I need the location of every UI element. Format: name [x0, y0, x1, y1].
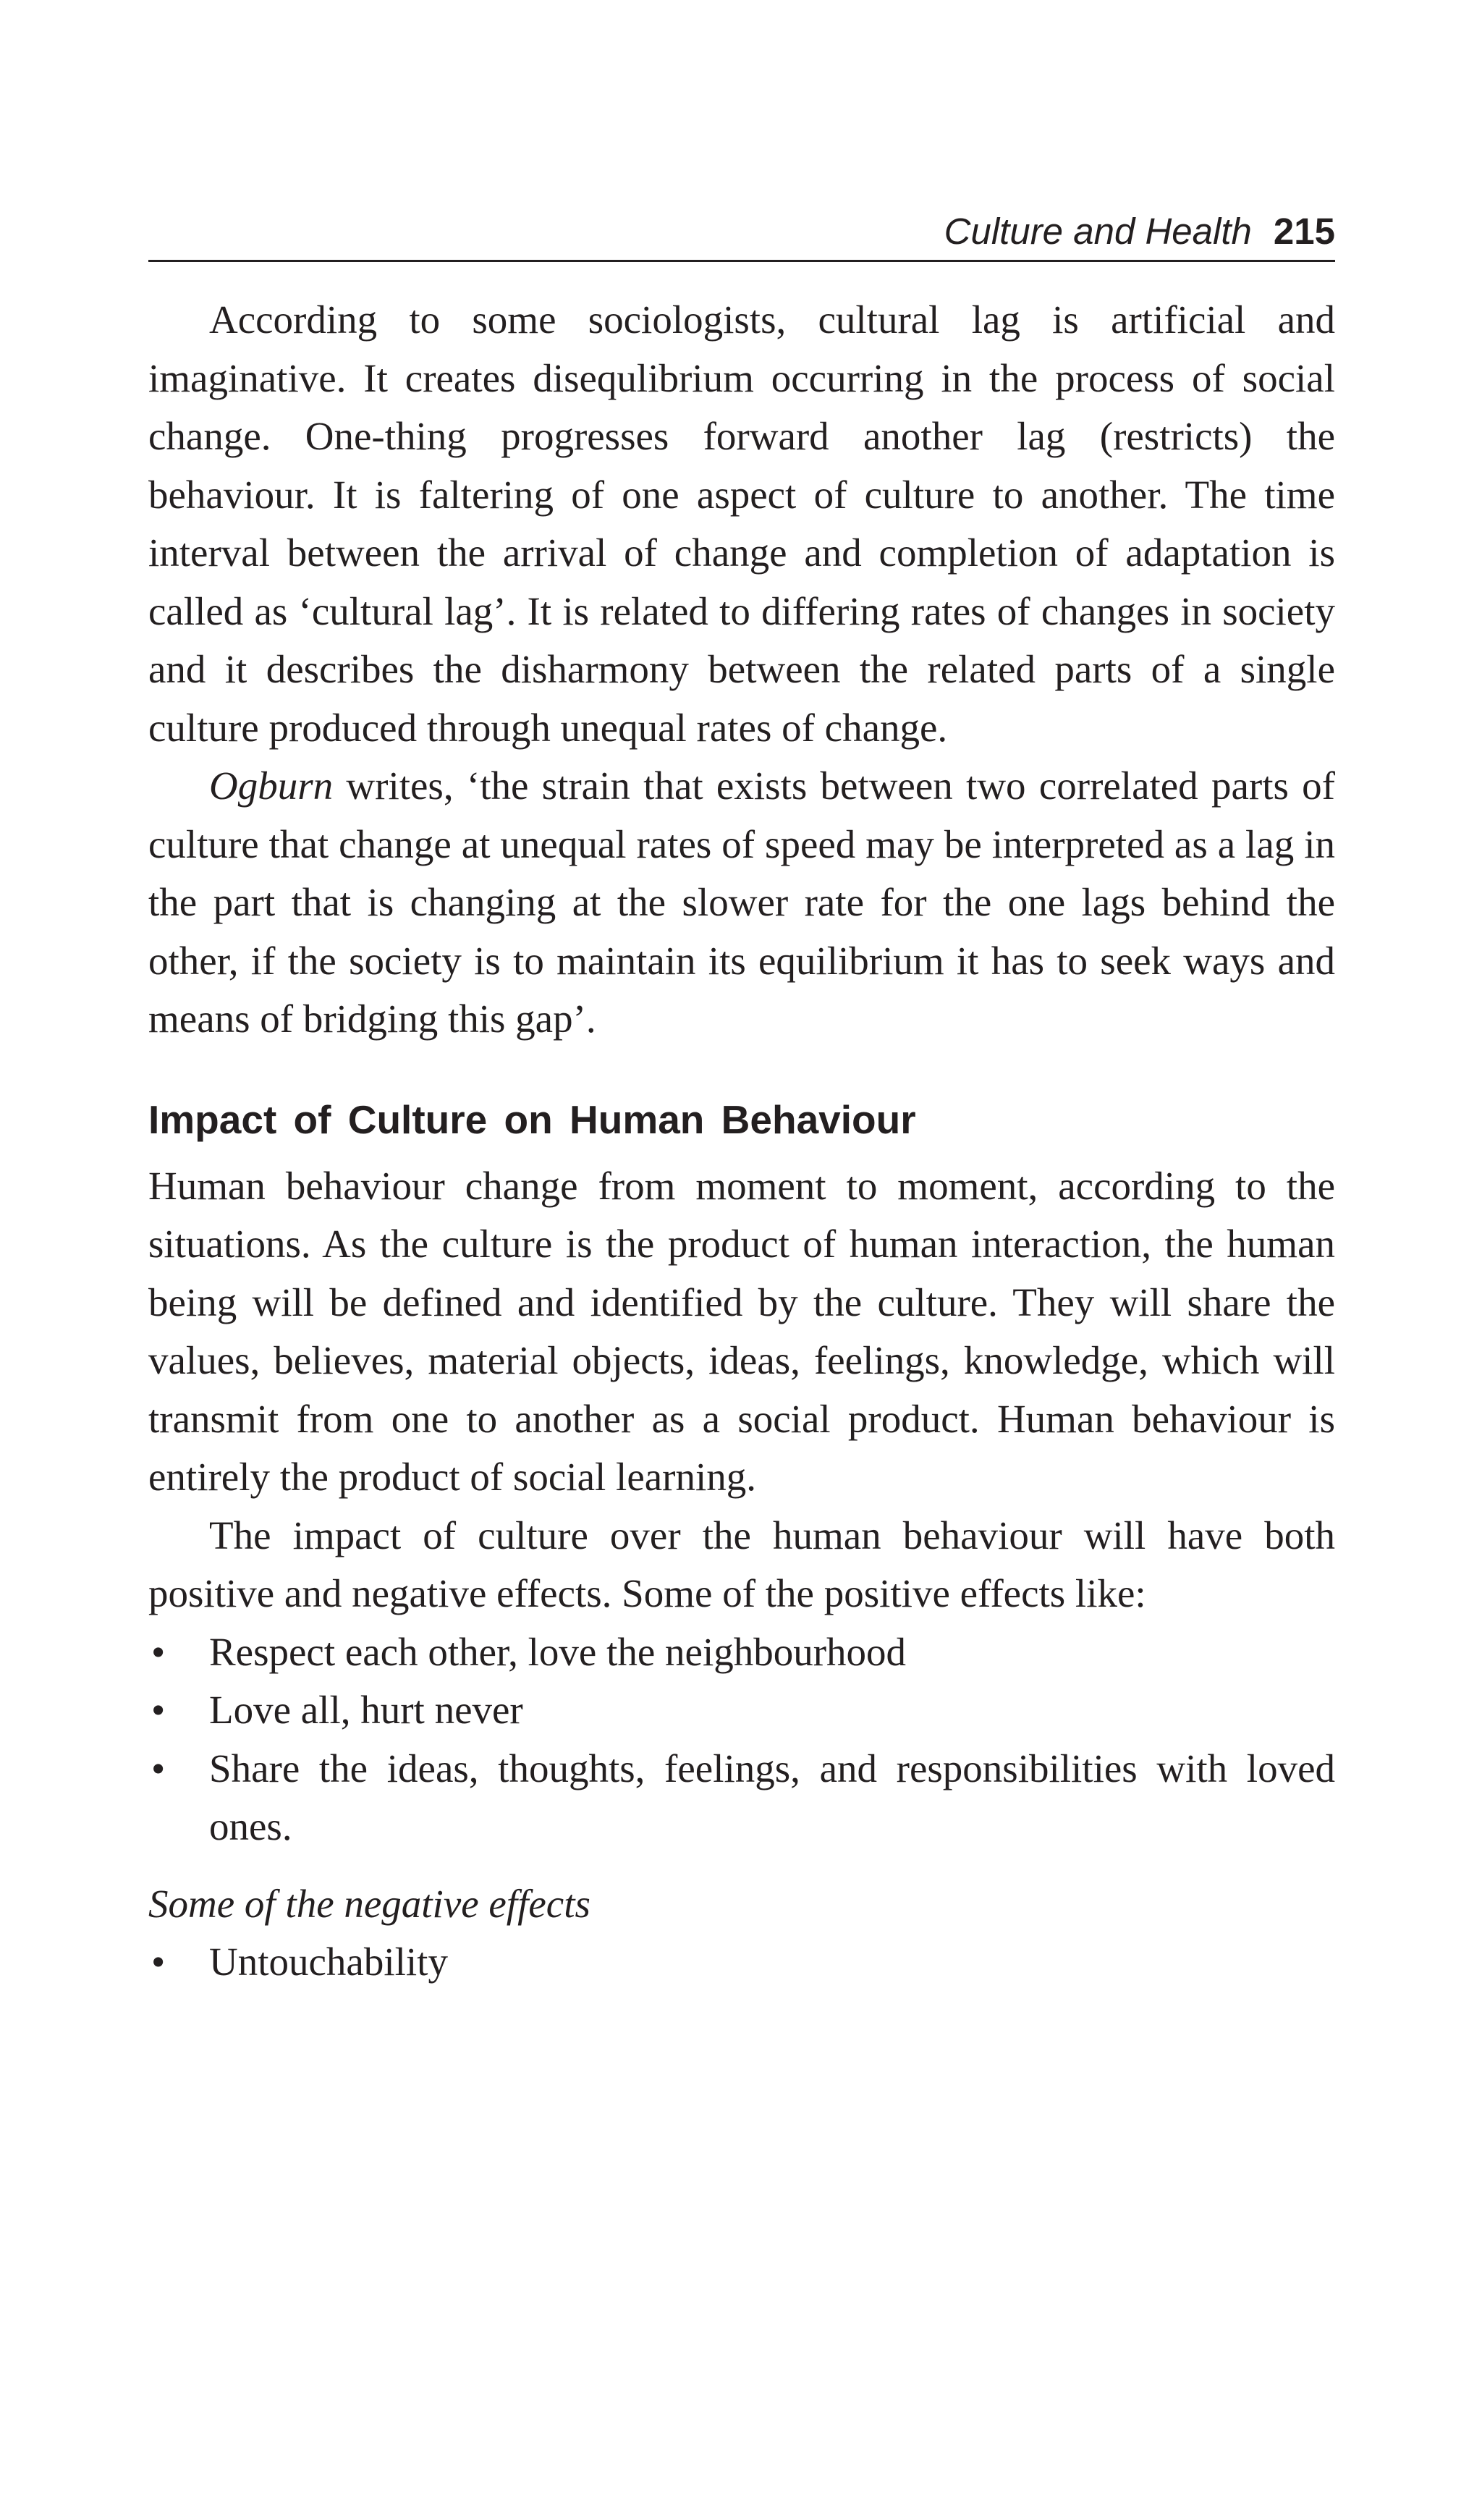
- bullet-icon: •: [151, 1688, 166, 1732]
- running-header: [148, 210, 1335, 262]
- book-page: [148, 210, 1335, 1992]
- page-body: [148, 291, 1335, 1992]
- list-item: • Untouchability: [148, 1933, 1335, 1992]
- ogburn-quote: writes, ‘the strain that exists between two correlated parts of culture that change at unequal rates of speed may be interpreted as a lag in the part that is changing at the slower rate for the one lags behind the other, if the society is to maintain its equilibrium it has to seek ways and means of bridging this gap’.: [148, 764, 1335, 1041]
- positive-effects-list: [148, 1623, 1335, 1856]
- author-name: Ogburn: [209, 764, 334, 808]
- list-item: • Respect each other, love the neighbourhood: [148, 1623, 1335, 1682]
- paragraph-impact: The impact of culture over the human behaviour will have both positive and negative effects. Some of the positive effects like:: [148, 1513, 1335, 1615]
- bullet-icon: •: [151, 1629, 166, 1674]
- page-number: 215: [1273, 211, 1335, 252]
- list-item: • Love all, hurt never: [148, 1681, 1335, 1740]
- negative-effects-list: [148, 1933, 1335, 1992]
- paragraph-ogburn: [148, 757, 1335, 1049]
- running-title: Culture and Health: [944, 211, 1252, 252]
- bullet-icon: •: [151, 1940, 166, 1984]
- list-item: • Share the ideas, thoughts, feelings, and responsibilities with loved ones.: [148, 1740, 1335, 1856]
- negative-effects-subheading: Some of the negative effects: [148, 1881, 590, 1926]
- paragraph-human-behaviour: Human behaviour change from moment to moment, according to the situations. As the culture is the product of human interaction, the human being will be defined and identified by the culture. They will share the values, believes, material objects, ideas, feelings, knowledge, which will transmit from one to another as a social product. Human behaviour is entirely the product of social learning.: [148, 1163, 1335, 1499]
- paragraph-cultural-lag: According to some sociologists, cultural lag is artificial and imaginative. It creates disequlibrium occurring in the process of social change. One-thing progresses forward another lag (restricts) the behaviour. It is faltering of one aspect of culture to another. The time interval between the arrival of change and completion of adaptation is called as ‘cultural lag’. It is related to differing rates of changes in society and it describes the disharmony between the related parts of a single culture produced through unequal rates of change.: [148, 297, 1335, 750]
- section-heading: Impact of Culture on Human Behaviour: [148, 1096, 916, 1142]
- bullet-icon: •: [151, 1746, 166, 1790]
